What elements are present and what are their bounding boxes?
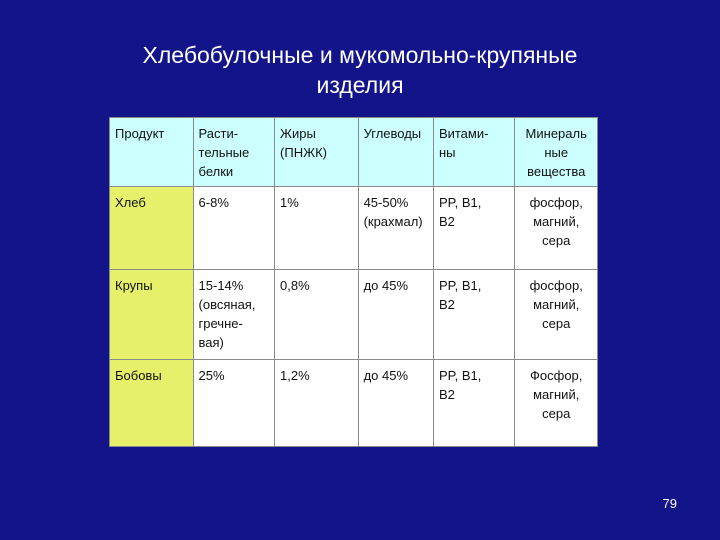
- table-cell: [358, 187, 433, 270]
- cell-line: Хлеб: [115, 195, 146, 210]
- cell-line: Продукт: [115, 126, 165, 141]
- slide-title: [60, 40, 660, 100]
- table-cell: [275, 187, 359, 270]
- cell-line: Бобовы: [115, 368, 162, 383]
- table-cell: [515, 187, 598, 270]
- cell-line: Минераль: [525, 126, 587, 141]
- cell-line: вещества: [527, 164, 586, 179]
- cell-line: сера: [542, 406, 571, 421]
- cell-line: 15-14%: [198, 278, 244, 293]
- table-row: [110, 187, 598, 270]
- cell-line: PP, B1,: [438, 278, 482, 293]
- table-cell: [433, 360, 515, 447]
- column-header: [358, 118, 433, 187]
- table-cell: [275, 270, 359, 360]
- cell-line: B2: [438, 387, 455, 402]
- cell-line: магний,: [533, 214, 580, 229]
- slide-title-line-1: Хлебобулочные и мукомольно-крупяные: [142, 42, 578, 68]
- table-cell: [515, 270, 598, 360]
- table-cell: [433, 270, 515, 360]
- cell-line: магний,: [533, 387, 580, 402]
- cell-line: Расти-: [198, 126, 239, 141]
- cell-line: 6-8%: [198, 195, 229, 210]
- cell-line: (овсяная,: [198, 297, 256, 312]
- cell-line: фосфор,: [529, 278, 583, 293]
- table-header-row: [110, 118, 598, 187]
- cell-line: 45-50%: [363, 195, 409, 210]
- cell-line: 25%: [198, 368, 225, 383]
- row-header-cell: [110, 360, 194, 447]
- cell-line: до 45%: [363, 368, 409, 383]
- table-cell: [193, 187, 275, 270]
- cell-line: сера: [542, 316, 571, 331]
- row-header-cell: [110, 187, 194, 270]
- cell-line: (ПНЖК): [280, 145, 327, 160]
- cell-line: (крахмал): [363, 214, 423, 229]
- cell-line: гречне-: [198, 316, 243, 331]
- slide-title-line-2: изделия: [316, 72, 404, 98]
- cell-line: до 45%: [363, 278, 409, 293]
- cell-line: магний,: [533, 297, 580, 312]
- cell-line: вая): [198, 335, 224, 350]
- nutrition-table: [109, 117, 598, 447]
- cell-line: 1%: [280, 195, 299, 210]
- table-cell: [358, 360, 433, 447]
- cell-line: Крупы: [115, 278, 153, 293]
- cell-line: PP, B1,: [438, 195, 482, 210]
- cell-line: B2: [438, 297, 455, 312]
- column-header: [433, 118, 515, 187]
- table-cell: [515, 360, 598, 447]
- page-number: 79: [662, 496, 677, 511]
- cell-line: Углеводы: [363, 126, 422, 141]
- cell-line: 0,8%: [280, 278, 310, 293]
- cell-line: ные: [544, 145, 569, 160]
- table-cell: [358, 270, 433, 360]
- cell-line: 1,2%: [280, 368, 310, 383]
- cell-line: PP, B1,: [438, 368, 482, 383]
- table-cell: [433, 187, 515, 270]
- cell-line: Фосфор,: [530, 368, 583, 383]
- cell-line: Жиры: [280, 126, 316, 141]
- table-cell: [193, 360, 275, 447]
- cell-line: B2: [438, 214, 455, 229]
- cell-line: Витами-: [438, 126, 489, 141]
- column-header: [275, 118, 359, 187]
- cell-line: белки: [198, 164, 234, 179]
- cell-line: сера: [542, 233, 571, 248]
- cell-line: фосфор,: [529, 195, 583, 210]
- column-header: [515, 118, 598, 187]
- table-row: [110, 270, 598, 360]
- cell-line: тельные: [198, 145, 250, 160]
- column-header: [193, 118, 275, 187]
- table-cell: [275, 360, 359, 447]
- column-header: [110, 118, 194, 187]
- cell-line: ны: [438, 145, 456, 160]
- table-cell: [193, 270, 275, 360]
- table-row: [110, 360, 598, 447]
- row-header-cell: [110, 270, 194, 360]
